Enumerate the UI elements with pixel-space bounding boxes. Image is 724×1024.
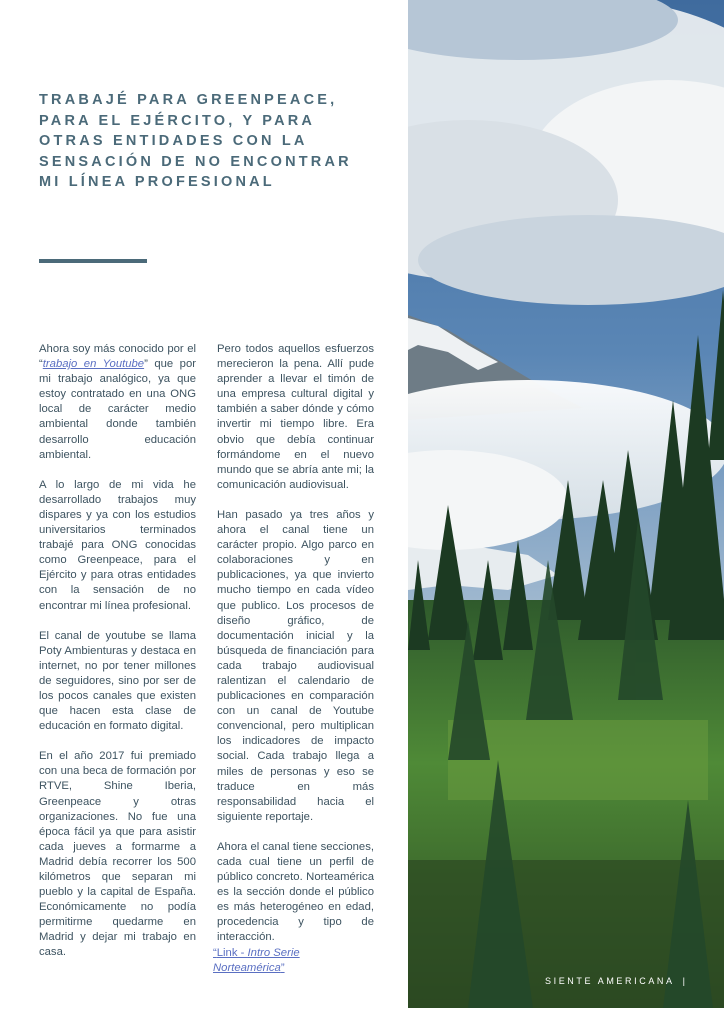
- text-column-right: [213, 342, 374, 976]
- paragraph: El canal de youtube se llama Poty Ambienturas y destaca en internet, no por tener millones de seguidores, sino por ser de los pocos canales que existen que hacen esta clase de educación en formato digital.: [39, 629, 196, 733]
- magazine-footer: [545, 976, 688, 986]
- mountain-forest-photo: [408, 0, 724, 1008]
- paragraph: En el año 2017 fui premiado con una beca de formación por RTVE, Shine Iberia, Greenpeace y otras organizaciones. No fue una época fácil ya que para asistir cada jueves a formarme a Madrid debía recorrer los 500 kilómetros que separan mi pueblo y la capital de España. Económicamente no podía permitirme quedarme en Madrid y dejar mi trabajo en casa.: [39, 750, 196, 959]
- intro-series-video-link[interactable]: “Link - Intro Serie Norteamérica”: [213, 946, 300, 974]
- paragraph: Pero todos aquellos esfuerzos merecieron la pena. Allí pude aprender a llevar el timón de una empresa cultural digital y también a saber dónde y cómo invertir mi tiempo libre. Era obvio que debía continuar formándome en el nuevo mundo que se abría ante mi; la comunicación audiovisual.: [217, 343, 374, 491]
- paragraph: Ahora soy más conocido por el “trabajo en Youtube” que por mi trabajo analógico, ya que estoy contratado en una ONG local de carácter medio ambiental donde también desarrollo educación ambiental.: [39, 343, 196, 461]
- paragraph: Ahora el canal tiene secciones, cada cual tiene un perfil de público concreto. Norteamérica es la sección donde el público es más heterogéneo en edad, procedencia y tipo de interacción.: [217, 840, 374, 944]
- title-divider: [39, 259, 147, 263]
- text-column-left: [39, 342, 196, 976]
- paragraph: Han pasado ya tres años y ahora el canal tiene un carácter propio. Algo parco en colaboraciones y en publicaciones, ya que invierto mucho tiempo en cada vídeo que publico. Los procesos de diseño gráfico, de documentación inicial y la búsqueda de financiación para cada trabajo audiovisual ralentizan el calendario de publicaciones en comparación con un canal de Youtube convencional, pero multiplican los indicadores de impacto social. Cada trabajo llega a miles de personas y eso se traduce en más responsabilidad hacia el siguiente reportaje.: [217, 508, 374, 823]
- article-title: TRABAJÉ PARA GREENPEACE, PARA EL EJÉRCITO, Y PARA OTRAS ENTIDADES CON LA SENSACIÓN DE NO ENCONTRAR MI LÍNEA PROFESIONAL: [39, 92, 352, 190]
- youtube-work-link[interactable]: trabajo en Youtube: [42, 358, 145, 371]
- paragraph: A lo largo de mi vida he desarrollado trabajos muy dispares y ya con los estudios universitarios terminados trabajé para ONG conocidas como Greenpeace, para el Ejército y para otras entidades con la sensación de no encontrar mi línea profesional.: [39, 478, 196, 612]
- footer-label: SIENTE AMERICANA: [545, 976, 675, 986]
- footer-separator: |: [682, 976, 688, 986]
